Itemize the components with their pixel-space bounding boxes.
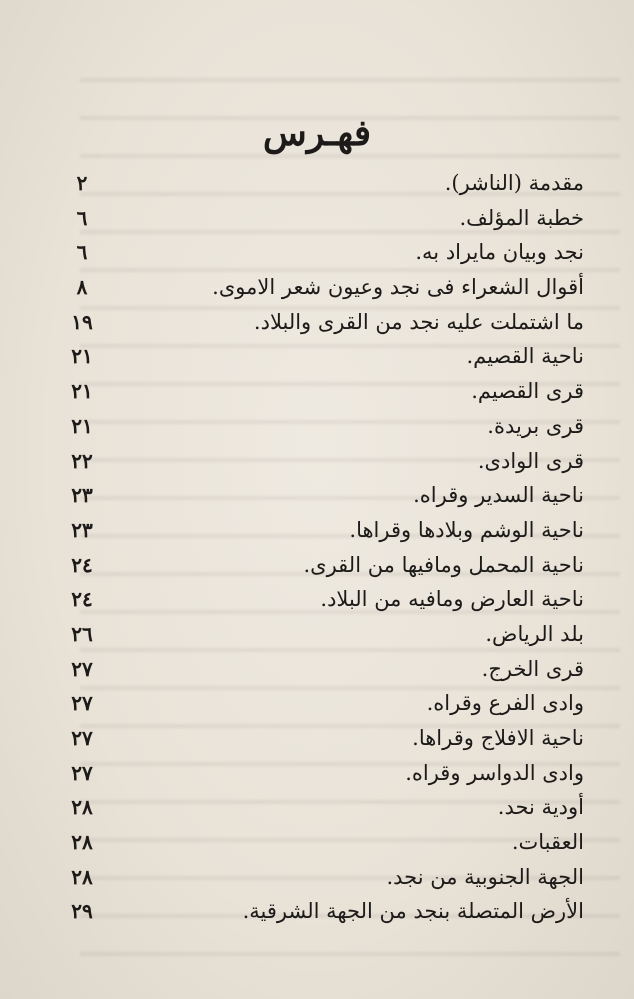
toc-row [60,166,584,201]
toc-page-number: ٢٣ [71,483,93,508]
toc-row [60,409,584,444]
toc-row [60,444,584,479]
toc-row [60,478,584,513]
toc-entry-title: العقبات. [511,830,584,855]
toc-entry-title: ما اشتملت عليه نجد من القرى والبلاد. [253,309,584,334]
toc-page-number: ٨ [76,275,88,300]
toc-entry-title: ناحية الوشم وبلادها وقراها. [349,517,584,542]
toc-row [60,756,584,791]
toc-row [60,235,584,270]
toc-entry-title: قرى القصيم. [471,379,584,404]
toc-row [60,305,584,340]
toc-page-number: ٦ [76,240,88,265]
toc-page-number: ٢١ [71,344,93,369]
toc-entry-title: ناحية الافلاج وقراها. [412,726,584,750]
toc-entry-title: بلد الرياض. [485,621,584,646]
toc-entry-title: الجهة الجنوبية من نجد. [386,864,584,889]
toc-entry-title: أودية نحد. [497,795,584,820]
toc-entry-title: قرى بريدة. [487,413,584,438]
toc-entry-title: وادى الدواسر وقراه. [405,760,584,785]
toc-page-number: ٢٣ [71,517,93,542]
toc-entry-title: نجد وبيان مايراد به. [415,240,584,265]
toc-row [60,270,584,305]
toc-row [60,652,584,687]
toc-entry-title: ناحية السدير وقراه. [413,483,584,508]
toc-page-number: ٢٤ [71,587,93,612]
toc-page-number: ٢٧ [71,760,93,785]
toc-page-number: ٢ [76,171,88,195]
toc-row [60,374,584,409]
toc-row [60,339,584,374]
toc-page-number: ٢١ [71,379,93,404]
toc-row [60,686,584,721]
toc-row [60,582,584,617]
toc-row [60,513,584,548]
toc-page-number: ٢٨ [71,830,93,855]
toc-page-number: ٢٦ [71,621,93,646]
toc-row [60,617,584,652]
toc-entry-title: قرى الوادى. [477,448,584,473]
toc-page-number: ٦ [76,205,88,230]
toc-entry-title: الأرض المتصلة بنجد من الجهة الشرقية. [242,899,584,924]
toc-page-number: ٢٧ [71,656,93,681]
toc-entry-title: مقدمة (الناشر). [444,171,584,195]
toc-page-number: ٢١ [71,413,93,438]
toc-entry-title: أقوال الشعراء فى نجد وعيون شعر الاموى. [212,275,584,300]
table-of-contents [60,166,584,929]
toc-page-number: ١٩ [71,309,93,334]
toc-page-number: ٢٧ [71,691,93,716]
toc-entry-title: ناحية المحمل ومافيها من القرى. [303,552,584,577]
toc-entry-title: ناحية القصيم. [466,344,584,369]
toc-row [60,894,584,929]
toc-row [60,790,584,825]
toc-row [60,721,584,756]
toc-entry-title: خطبة المؤلف. [459,205,584,230]
toc-row [60,825,584,860]
toc-entry-title: وادى الفرع وقراه. [426,691,584,716]
toc-row [60,548,584,583]
toc-entry-title: ناحية العارض ومافيه من البلاد. [320,587,584,612]
toc-row [60,201,584,236]
page-title: فهـرس [262,112,372,155]
toc-page-number: ٢٤ [71,552,93,577]
toc-page-number: ٢٩ [71,899,93,924]
toc-page-number: ٢٧ [71,726,93,750]
toc-page-number: ٢٨ [71,795,93,820]
toc-entry-title: قرى الخرج. [481,656,584,681]
toc-row [60,860,584,895]
toc-page-number: ٢٨ [71,864,93,889]
toc-page-number: ٢٢ [71,448,93,473]
